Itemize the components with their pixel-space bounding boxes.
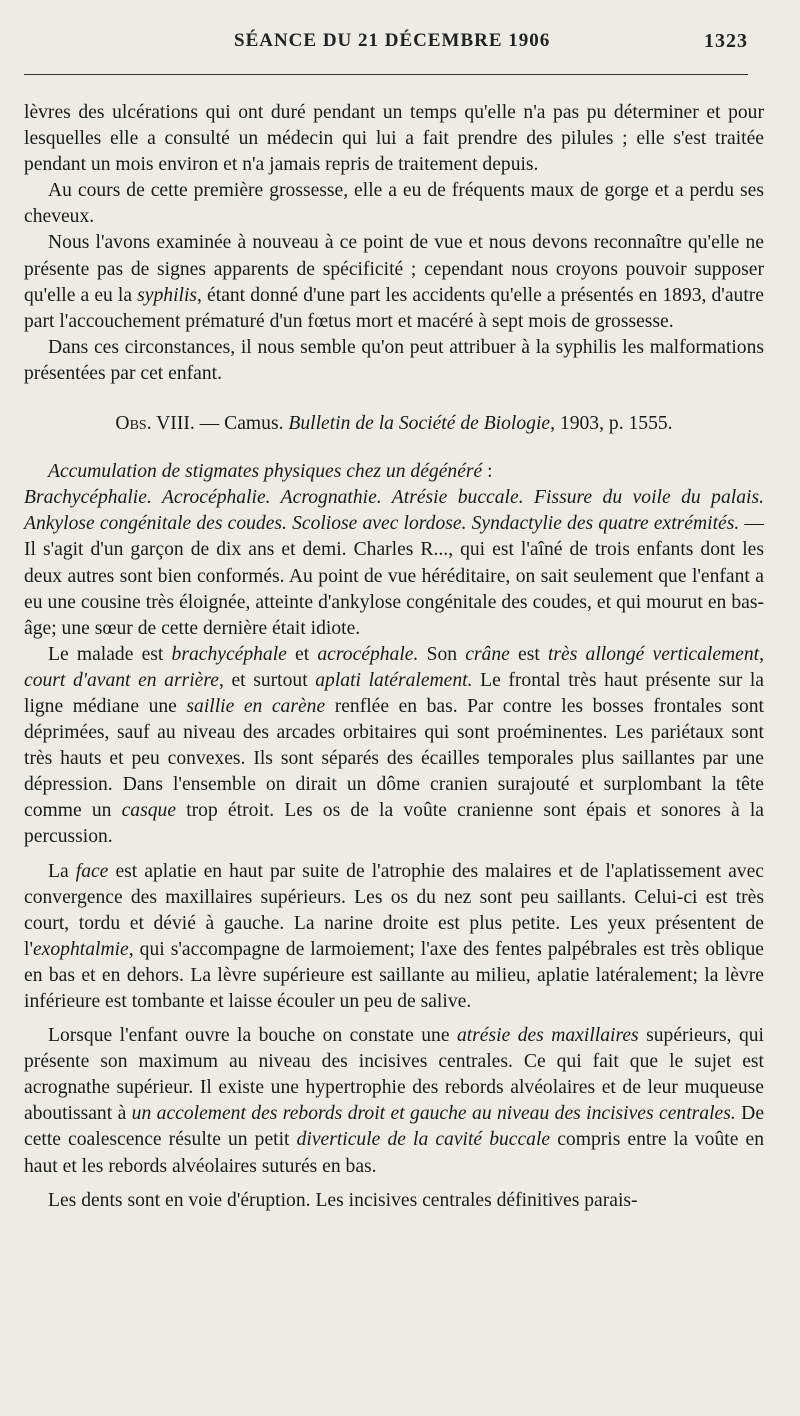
italic-span: Accumulation de stigmates physiques chez un dégénéré — [48, 461, 483, 483]
text-span: Lorsque l'enfant ouvre la bouche on constate une — [48, 1025, 457, 1047]
text-span: , qui s'accompagne de larmoiement; l'axe des fentes palpébrales est très oblique en bas et en dehors. La lèvre supérieure est saillante au milieu, aplatie latéralement; la lèvre inférieure est tombante et laisse écouler un peu de salive. — [24, 938, 764, 1012]
text-span: renflée en bas. Par contre les bosses frontales sont déprimées, sauf au niveau des arcades orbitaires qui sont proéminentes. Les pariétaux sont très hauts et peu convexes. Ils sont séparés des écailles temporales plus saillantes par une dépression. Dans l'ensemble on dirait un dôme cranien surajouté et surplombant la tête comme un — [24, 695, 764, 822]
header-rule — [24, 74, 748, 75]
italic-span: un accolement des rebords droit et gauche au niveau des incisives centrales. — [131, 1103, 736, 1125]
italic-span: aplati latéralement. — [315, 669, 473, 691]
text-span: compris entre la voûte en haut et les rebords alvéolaires suturés en bas. — [24, 1129, 764, 1177]
text-span: Le frontal très haut présente sur la ligne médiane une — [24, 669, 765, 717]
italic-span: Brachycéphalie. Acrocéphalie. Acrognathie. Atrésie buccale. Fissure du voile du palais. Ankylose congénitale des coudes. Scoliose avec lordose. Syndactylie des quatre extrémités. — [24, 487, 764, 535]
text-span: De cette coalescence résulte un petit — [24, 1103, 765, 1151]
text-span: est aplatie en haut par suite de l'atrophie des malaires et de l'aplatissement avec convergence des maxillaires supérieurs. Les os du nez sont peu saillants. Celui-ci est très court, tordu et dévié à gauche. La narine droite est plus petite. Les yeux présentent de l' — [24, 860, 764, 960]
italic-span: crâne — [465, 643, 510, 665]
paragraph-8 — [24, 1023, 764, 1180]
obs-label: Obs. VIII. — — [115, 413, 220, 435]
observation-heading — [24, 411, 764, 437]
paragraph-9: Les dents sont en voie d'éruption. Les incisives centrales définitives parais- — [48, 1189, 638, 1211]
italic-span: brachycéphale — [171, 643, 287, 665]
text-span: supérieurs, qui présente son maximum au niveau des incisives centrales. Ce qui fait que le sujet est acrognathe supérieur. Il existe une hypertrophie des rebords alvéolaires et de leur muqueuse aboutissant à — [24, 1025, 764, 1125]
paragraph-1: lèvres des ulcérations qui ont duré pendant un temps qu'elle n'a pas pu déterminer et pour lesquelles elle a consulté un médecin qui lui a fait prendre des pilules ; elle s'est traitée pendant un mois environ et n'a jamais repris de traitement depuis. — [24, 102, 764, 176]
text-span: La — [48, 860, 76, 882]
italic-span: acrocéphale. — [317, 643, 419, 665]
text-span: — Il s'agit d'un garçon de dix ans et demi. Charles R..., qui est l'aîné de trois enfants dont les deux autres sont bien conformés. Au point de vue héréditaire, on sait seulement que l'enfant a eu une cousine très éloignée, atteinte d'ankylose congénitale des coudes, et qui mourut en bas-âge; une sœur de cette dernière était idiote. — [24, 513, 764, 639]
paragraph-7 — [24, 859, 764, 1016]
page-header — [24, 30, 748, 64]
italic-span: très allongé verticalement — [547, 643, 760, 665]
text-span: , étant donné d'une part les accidents qu'elle a présentés en 1893, d'autre part l'accouchement prématuré d'un fœtus mort et macéré à sept mois de grossesse. — [24, 284, 764, 332]
running-title: SÉANCE DU 21 DÉCEMBRE 1906 — [234, 30, 551, 51]
text-span: trop étroit. Les os de la voûte cranienne sont épais et sonores à la percussion. — [24, 800, 764, 848]
italic-span: casque — [121, 800, 177, 822]
paragraph-5 — [24, 459, 764, 642]
page-number: 1323 — [704, 30, 748, 52]
italic-span: syphilis — [137, 284, 198, 306]
text-span: Son — [418, 643, 466, 665]
italic-span: diverticule de la cavité buccale — [296, 1129, 551, 1151]
italic-span: atrésie des maxillaires — [456, 1025, 639, 1047]
italic-span: face — [75, 860, 109, 882]
text-span: est — [509, 643, 548, 665]
paragraph-6 — [24, 642, 764, 851]
paragraph-4: Dans ces circonstances, il nous semble qu'on peut attribuer à la syphilis les malformations présentées par cet enfant. — [24, 336, 764, 384]
body-text — [24, 100, 764, 1214]
text-span: Nous l'avons examinée à nouveau à ce point de vue et nous devons reconnaître qu'elle ne présente pas de signes apparents de spécificité ; cependant nous croyons pouvoir supposer qu'elle a eu la — [24, 232, 764, 306]
italic-span: exophtalmie — [32, 938, 129, 960]
obs-journal: Bulletin de la Société de Biologie — [288, 413, 551, 435]
italic-span: court d'avant en arrière — [24, 669, 219, 691]
italic-span: saillie en carène — [186, 695, 326, 717]
text-span: : — [482, 461, 493, 483]
text-span: , — [759, 643, 765, 665]
paragraph-3 — [24, 230, 764, 334]
text-span: , et surtout — [218, 669, 316, 691]
obs-author: Camus. — [219, 413, 289, 435]
obs-reference: , 1903, p. 1555. — [550, 413, 673, 435]
text-span: Le malade est — [48, 643, 172, 665]
text-span: et — [286, 643, 318, 665]
paragraph-2: Au cours de cette première grossesse, elle a eu de fréquents maux de gorge et a perdu ses cheveux. — [24, 180, 764, 228]
